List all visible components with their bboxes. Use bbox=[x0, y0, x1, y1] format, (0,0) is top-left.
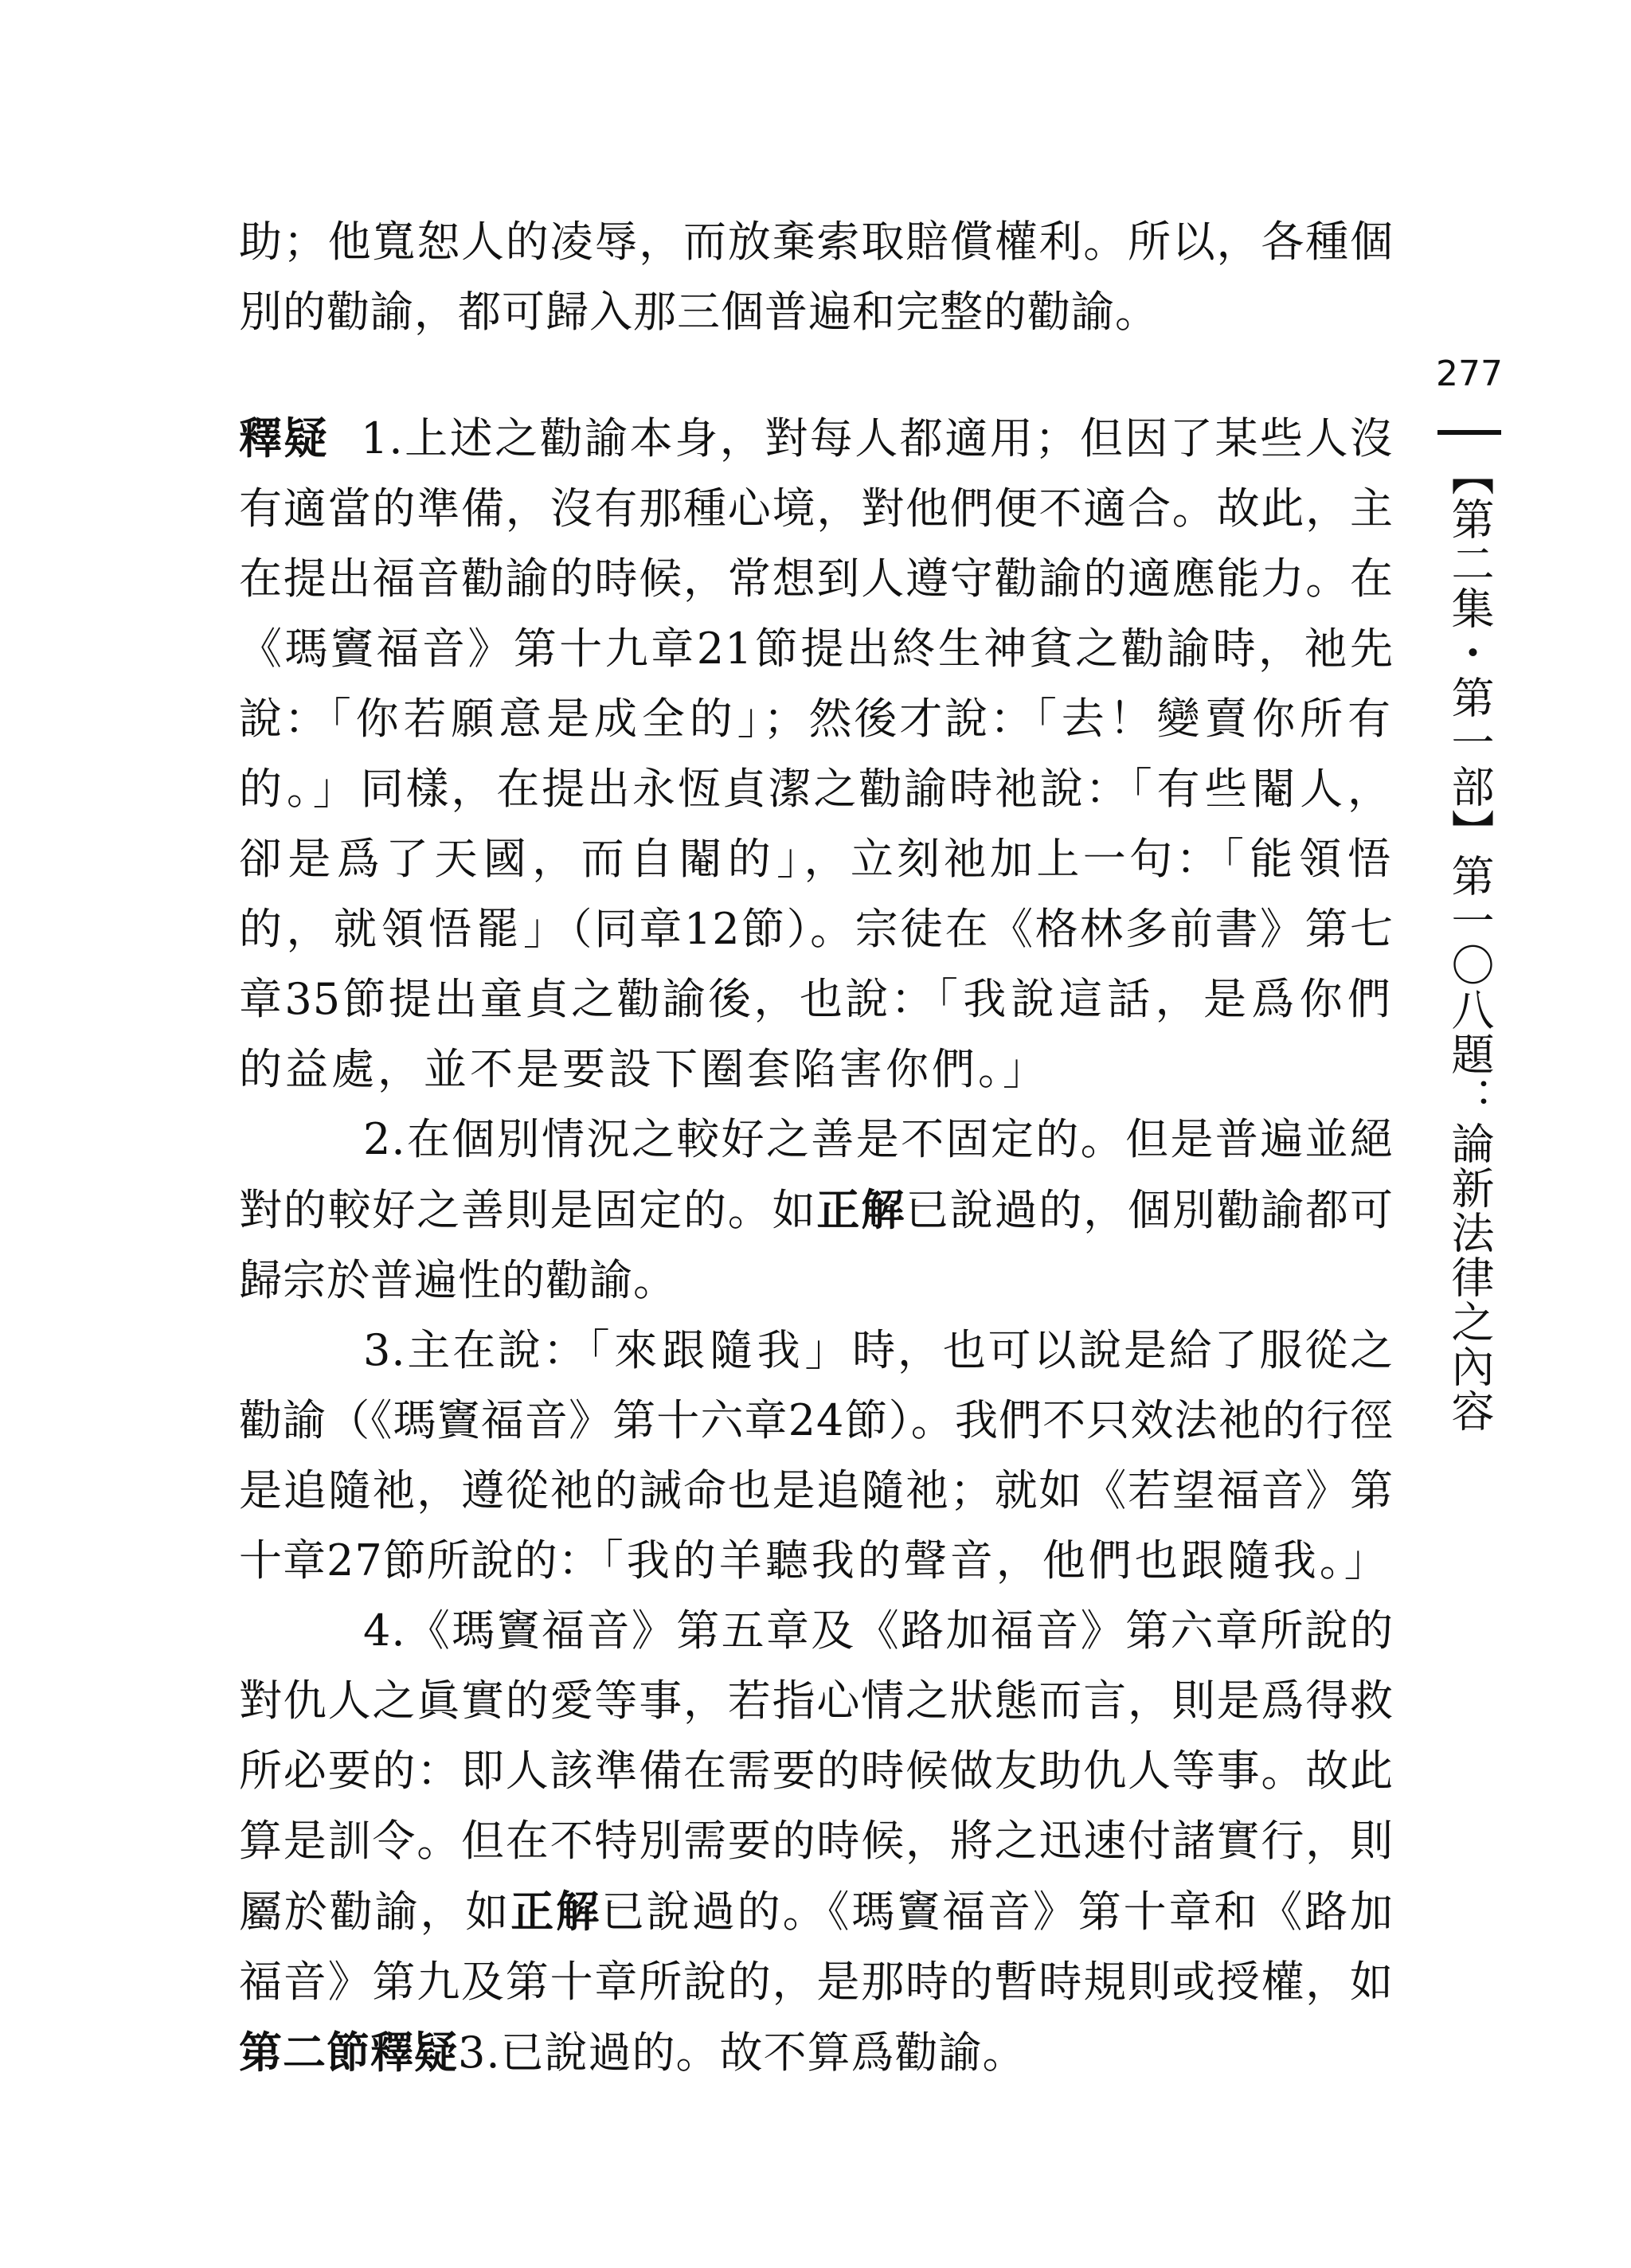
opening-paragraph bbox=[239, 207, 1394, 347]
item4-text-1: 4.《瑪竇福音》第五章及《路加福音》第六章所說的對仇人之眞實的愛等事，若指心情之狀態而言，則是爲得救所必要的：即人該準備在需要的時候做友助仇人等事。故此算是訓令。但在不特別需要的時候，將之迅速付諸實行，則屬於勸諭，如 bbox=[239, 1605, 1394, 1937]
item1-quote-4: 「能領悟的，就領悟罷」 bbox=[239, 834, 1394, 954]
item3-text-2: 時，也可以說是給了服從之勸諭（《瑪竇福音》第十六章24節）。我們不只效法祂的行徑是追隨祂，遵從祂的誡命也是追隨祂；就如《若望福音》第十章27節所說的： bbox=[239, 1325, 1394, 1586]
item2-text-2: 已說過的，個別勸諭都可歸宗於普遍性的勸諭。 bbox=[239, 1185, 1394, 1305]
objection-reply-2 bbox=[239, 1105, 1394, 1316]
objection-reply-1 bbox=[239, 403, 1394, 1105]
opening-text: 助；他寬恕人的凌辱，而放棄索取賠償權利。所以，各種個別的勸諭，都可歸入那三個普遍和完整的勸諭。 bbox=[239, 217, 1394, 337]
item3-quote-2: 「我的羊聽我的聲音，他們也跟隨我。」 bbox=[601, 1535, 1390, 1586]
item1-quote-1: 「你若願意是成全的」 bbox=[329, 694, 764, 744]
item4-text-3: 3.已說過的。故不算爲勸諭。 bbox=[458, 2028, 1027, 2078]
item4-bold-reference-2: 第二節釋疑 bbox=[239, 2027, 458, 2078]
item1-text-2: ；然後才說： bbox=[763, 694, 1035, 744]
item4-bold-reference-1: 正解 bbox=[510, 1886, 602, 1937]
item3-quote-1: 「來跟隨我」 bbox=[588, 1325, 853, 1375]
item1-text-3: 同樣，在提出永恆貞潔之勸諭時祂說： bbox=[360, 764, 1131, 814]
item2-bold-reference: 正解 bbox=[816, 1184, 906, 1235]
main-text bbox=[239, 207, 1394, 2088]
running-header bbox=[1426, 350, 1513, 1433]
page-number: 277 bbox=[1436, 354, 1503, 394]
running-title: 【第二集・第一部】第一〇八題：論新法律之內容 bbox=[1445, 452, 1495, 1433]
objection-reply-3 bbox=[239, 1316, 1394, 1596]
item1-quote-3: 「有些閹人，卻是爲了天國，而自閹的」 bbox=[239, 764, 1394, 884]
header-rule bbox=[1437, 430, 1501, 435]
item1-quote-5: 「我說這話，是爲你們的益處，並不是要設下圈套陷害你們。」 bbox=[239, 974, 1394, 1094]
item4-text-2: 已說過的。《瑪竇福音》第十章和《路加福音》第九及第十章所說的，是那時的暫時規則或授權，如 bbox=[239, 1887, 1394, 2007]
item1-text-1: 1.上述之勸諭本身，對每人都適用；但因了某些人沒有適當的準備，沒有那種心境，對他們便不適合。故此，主在提出福音勸諭的時候，常想到人遵守勸諭的適應能力。在《瑪竇福音》第十九章21節提出終生神貧之勸諭時，祂先說： bbox=[239, 413, 1394, 744]
objection-reply-4 bbox=[239, 1596, 1394, 2088]
section-label: 釋疑 bbox=[239, 413, 330, 463]
item2-text-1: 2.在個別情況之較好之善是不固定的。但是普遍並絕對的較好之善則是固定的。如 bbox=[239, 1114, 1394, 1235]
item1-quote-2: 「去！變賣你所有的。」 bbox=[239, 694, 1394, 814]
item1-text-4: ，立刻祂加上一句： bbox=[804, 834, 1222, 884]
item1-text-5: （同章12節）。宗徒在《格林多前書》第七章35節提出童貞之勸諭後，也說： bbox=[239, 904, 1394, 1024]
item3-text-1: 3.主在說： bbox=[363, 1325, 589, 1375]
